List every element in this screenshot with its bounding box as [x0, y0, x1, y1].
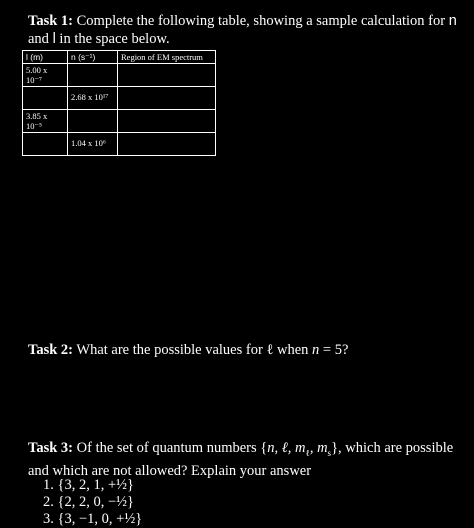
cell-region: [118, 133, 216, 156]
task3-set: n, ℓ, m: [267, 440, 306, 456]
task1-n-symbol: n: [448, 13, 457, 29]
task3-sep: , m: [309, 440, 328, 456]
cell-region: [118, 87, 216, 110]
task3-text-a: Of the set of quantum numbers {: [73, 440, 268, 456]
table-row: [23, 64, 216, 87]
list-item: 2. {2, 2, 0, −½}: [43, 494, 134, 510]
cell-region: [118, 110, 216, 133]
task3-sub-s: s: [327, 447, 332, 458]
header-region: Region of EM spectrum: [118, 51, 216, 64]
list-item: 3. {3, −1, 0, +½}: [43, 511, 143, 527]
table-row: [23, 87, 216, 110]
cell-region: [118, 64, 216, 87]
cell-wavelength: 5.00 x 10⁻⁷: [23, 64, 68, 87]
task1-text-b: and: [28, 31, 53, 47]
header-wavelength: l (m): [23, 51, 68, 64]
cell-wavelength: 3.85 x 10⁻⁵: [23, 110, 68, 133]
list-item: 1. {3, 2, 1, +½}: [43, 477, 134, 493]
task3-text-b: }, which are possible and which are not allowed? Explain your answer: [28, 440, 454, 479]
table-header-row: [23, 51, 216, 64]
task1-l-symbol: l: [52, 31, 56, 47]
table-row: [23, 133, 216, 156]
task1-prompt: [28, 12, 468, 48]
cell-wavelength: [23, 87, 68, 110]
cell-frequency: [68, 64, 118, 87]
task3-sub-l: ℓ: [305, 447, 310, 458]
table-row: [23, 110, 216, 133]
task2-label: Task 2:: [28, 342, 74, 358]
task1-label: Task 1:: [28, 13, 74, 29]
task2-n-variable: n: [312, 342, 320, 358]
task1-text-a: Complete the following table, showing a sample calculation for: [73, 13, 449, 29]
task3-prompt: [28, 439, 468, 480]
cell-wavelength: [23, 133, 68, 156]
em-spectrum-table: [22, 50, 216, 156]
cell-frequency: 2.68 x 10¹⁷: [68, 87, 118, 110]
task3-label: Task 3:: [28, 440, 74, 456]
cell-frequency: 1.04 x 10⁶: [68, 133, 118, 156]
task2-text: What are the possible values for ℓ when: [73, 342, 313, 358]
task2-prompt: [28, 341, 348, 359]
task2-equals: = 5?: [319, 342, 349, 358]
cell-frequency: [68, 110, 118, 133]
header-frequency: n (s⁻¹): [68, 51, 118, 64]
task1-text-c: in the space below.: [55, 31, 170, 47]
